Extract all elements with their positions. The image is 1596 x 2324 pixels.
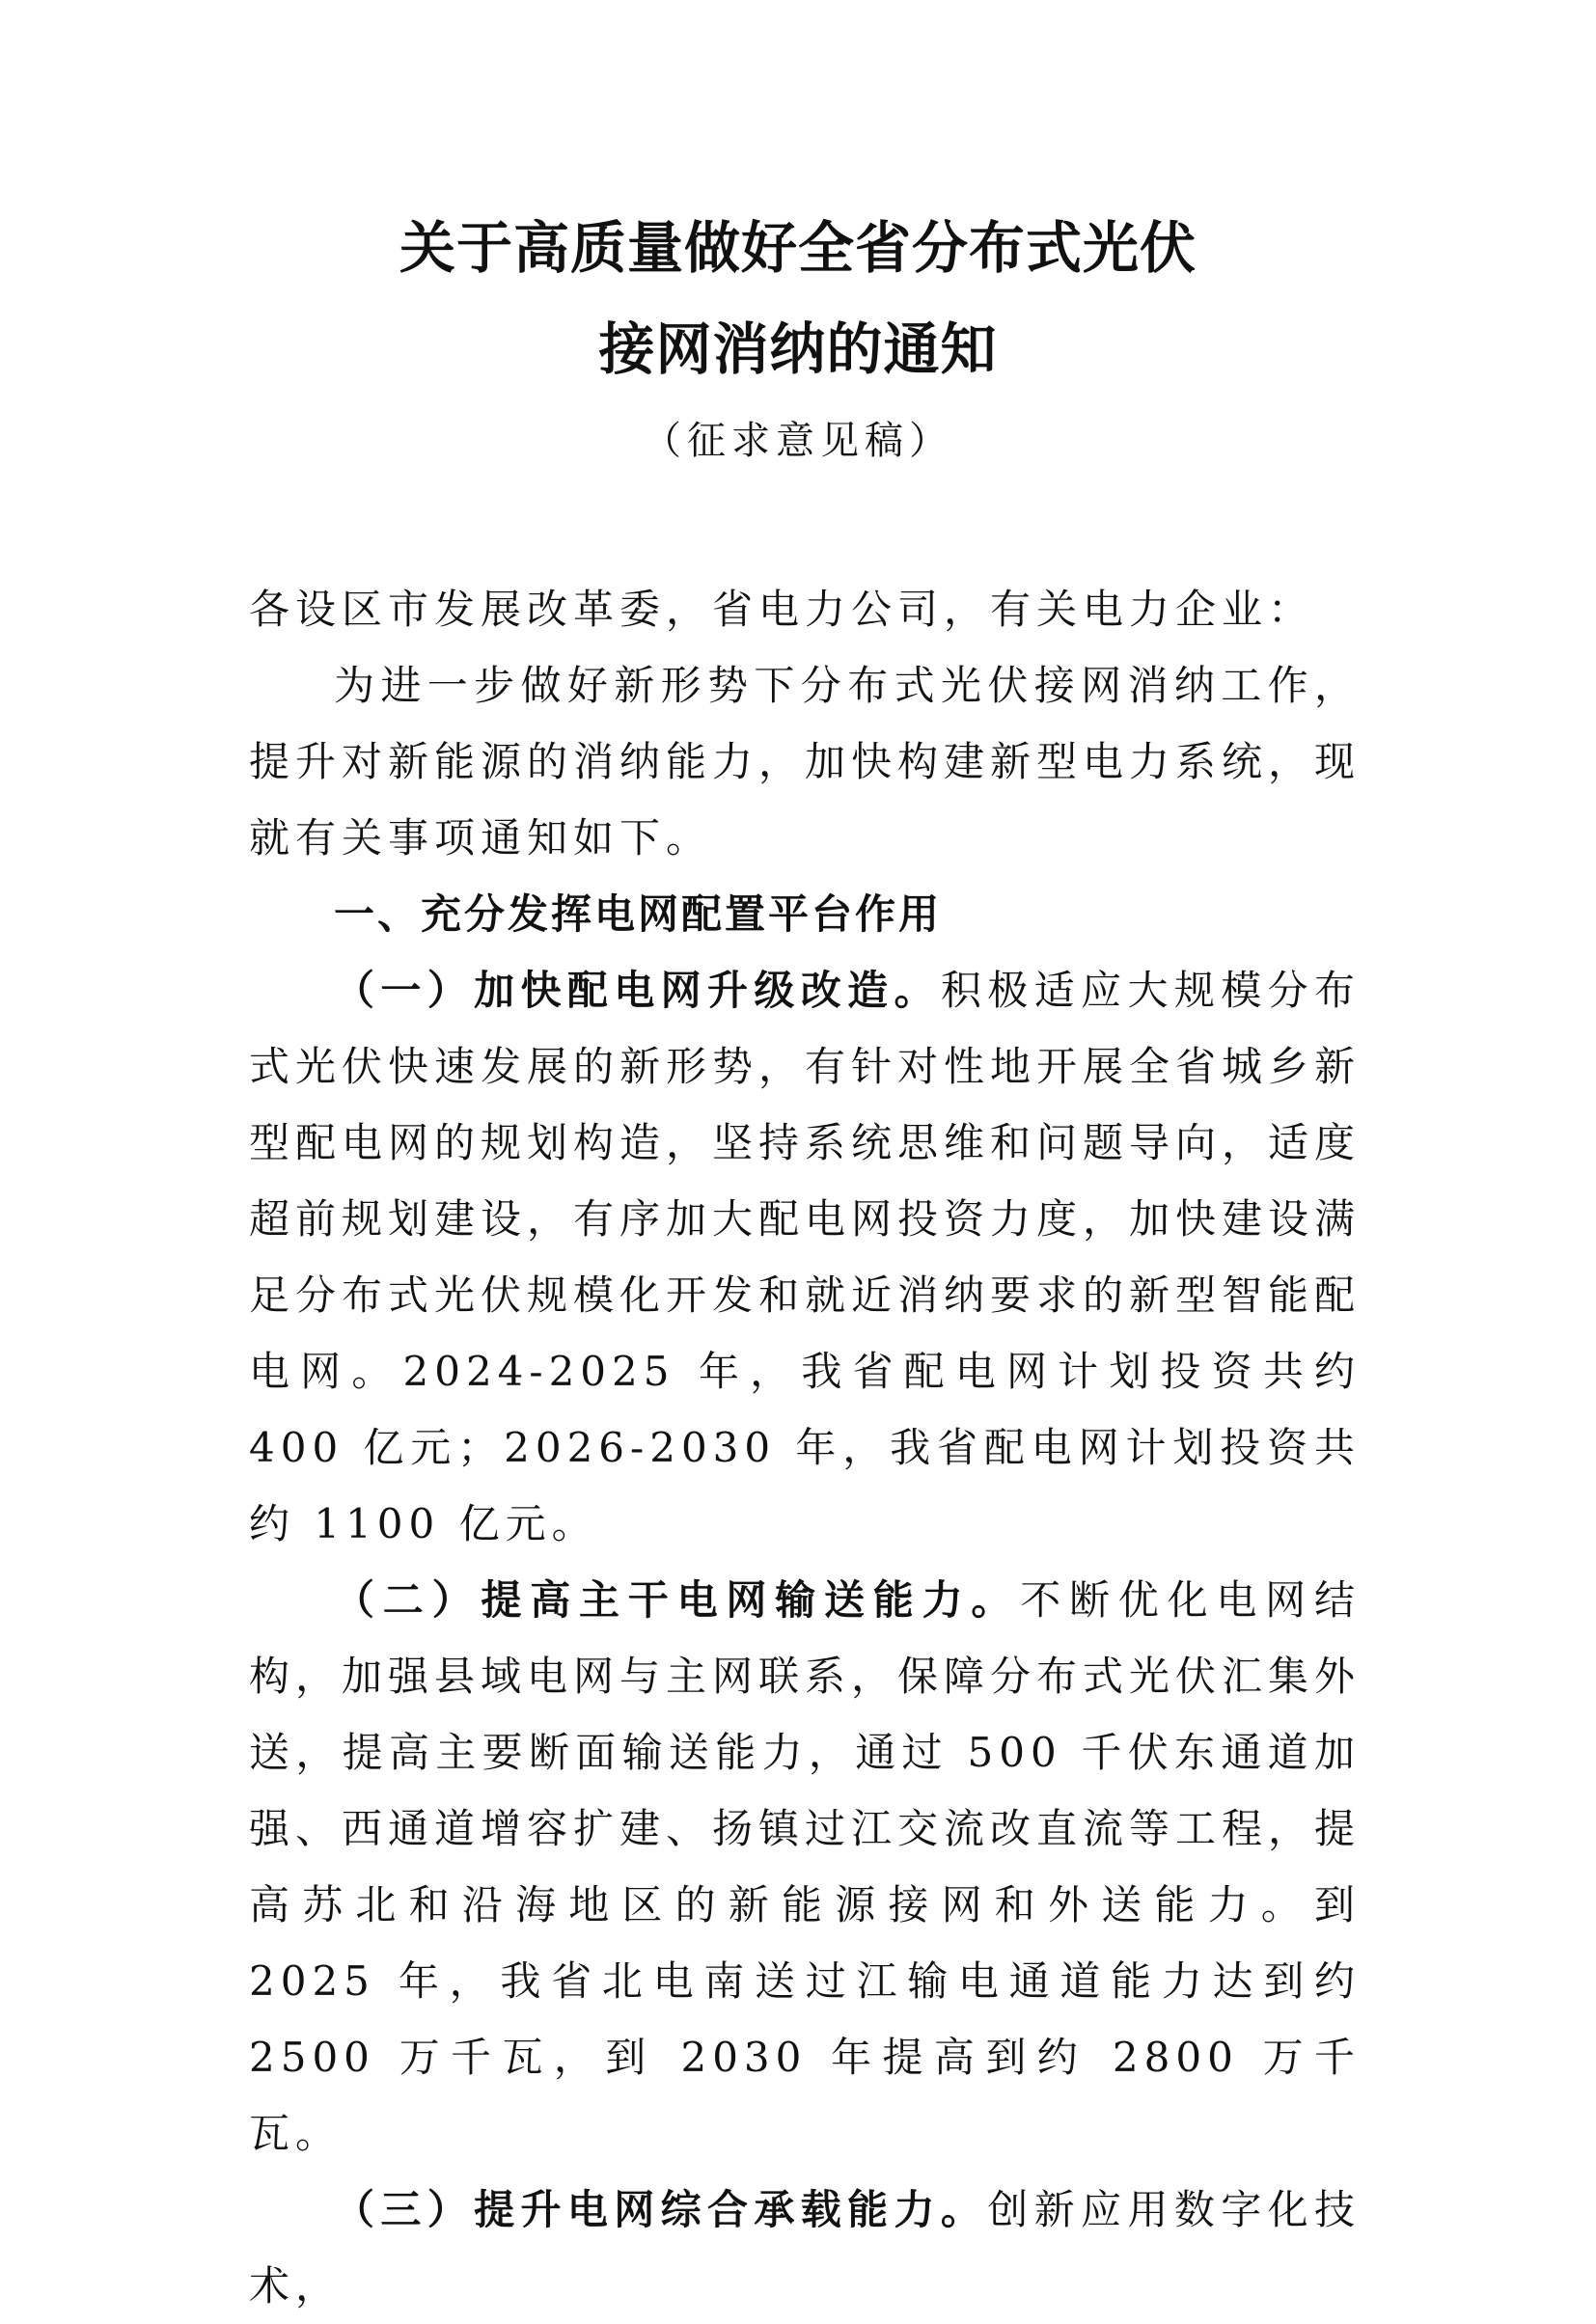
salutation: 各设区市发展改革委，省电力公司，有关电力企业：: [249, 586, 1315, 633]
section-heading: 一、充分发挥电网配置平台作用: [334, 890, 943, 938]
item-text: 创新应用数字化技术，: [249, 2186, 1361, 2310]
document-body: [249, 571, 1361, 2324]
item-paragraph-3: [249, 2172, 1361, 2324]
item-lead: （一）加快配电网升级改造。: [334, 967, 941, 1014]
document-title-line-1: 关于高质量做好全省分布式光伏: [399, 215, 1197, 281]
item-text: 不断优化电网结构，加强县域电网与主网联系，保障分布式光伏汇集外送，提高主要断面输送能力，通过 500 千伏东通道加强、西通道增容扩建、扬镇过江交流改直流等工程，提高苏北和沿海地区的新能源接网和外送能力。到 2025 年，我省北电南送过江输电通道能力达到约 2500 万千瓦，到 2030 年提高到约 2800 万千瓦。: [249, 1576, 1362, 2157]
item-lead: （二）提高主干电网输送能力。: [334, 1576, 1021, 1624]
item-lead: （三）提升电网综合承载能力。: [334, 2186, 988, 2233]
item-paragraph-1: [249, 952, 1361, 1562]
document-subtitle: （征求意见稿）: [643, 419, 953, 463]
document-title-line-2: 接网消纳的通知: [598, 316, 998, 382]
intro-paragraph: 为进一步做好新形势下分布式光伏接网消纳工作，提升对新能源的消纳能力，加快构建新型电力系统，现就有关事项通知如下。: [249, 662, 1362, 861]
item-text: 积极适应大规模分布式光伏快速发展的新形势，有针对性地开展全省城乡新型配电网的规划构造，坚持系统思维和问题导向，适度超前规划建设，有序加大配电网投资力度，加快建设满足分布式光伏规模化开发和就近消纳要求的新型智能配电网。2024-2025 年，我省配电网计划投资共约 400 亿元；2026-2030 年，我省配电网计划投资共约 1100 亿元。: [249, 967, 1362, 1547]
item-paragraph-2: [249, 1562, 1361, 2172]
